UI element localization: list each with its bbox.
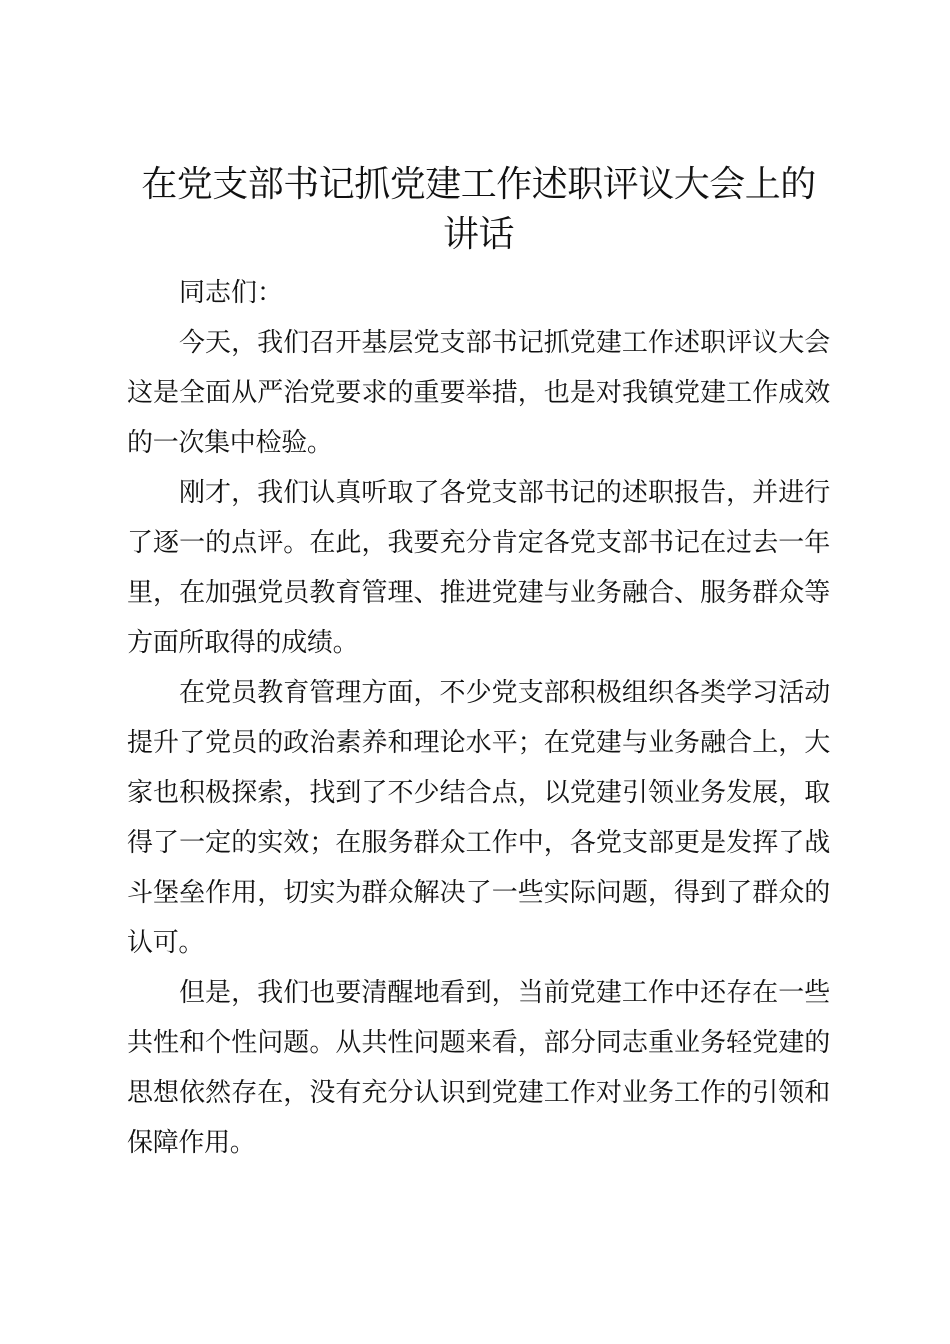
paragraph-1: 今天，我们召开基层党支部书记抓党建工作述职评议大会这是全面从严治党要求的重要举措，也是对我镇党建工作成效的一次集中检验。 bbox=[127, 328, 830, 458]
salutation: 同志们： bbox=[179, 278, 284, 308]
paragraph-4: 但是，我们也要清醒地看到，当前党建工作中还存在一些共性和个性问题。从共性问题来看，部分同志重业务轻党建的思想依然存在，没有充分认识到党建工作对业务工作的引领和保障作用。 bbox=[127, 978, 830, 1158]
document-page bbox=[127, 160, 830, 1168]
document-title: 在党支部书记抓党建工作述职评议大会上的讲话 bbox=[141, 164, 816, 255]
paragraph-3: 在党员教育管理方面，不少党支部积极组织各类学习活动提升了党员的政治素养和理论水平；在党建与业务融合上，大家也积极探索，找到了不少结合点，以党建引领业务发展，取得了一定的实效；在服务群众工作中，各党支部更是发挥了战斗堡垒作用，切实为群众解决了一些实际问题，得到了群众的认可。 bbox=[127, 678, 830, 958]
paragraph-2: 刚才，我们认真听取了各党支部书记的述职报告，并进行了逐一的点评。在此，我要充分肯定各党支部书记在过去一年里，在加强党员教育管理、推进党建与业务融合、服务群众等方面所取得的成绩。 bbox=[127, 478, 830, 658]
